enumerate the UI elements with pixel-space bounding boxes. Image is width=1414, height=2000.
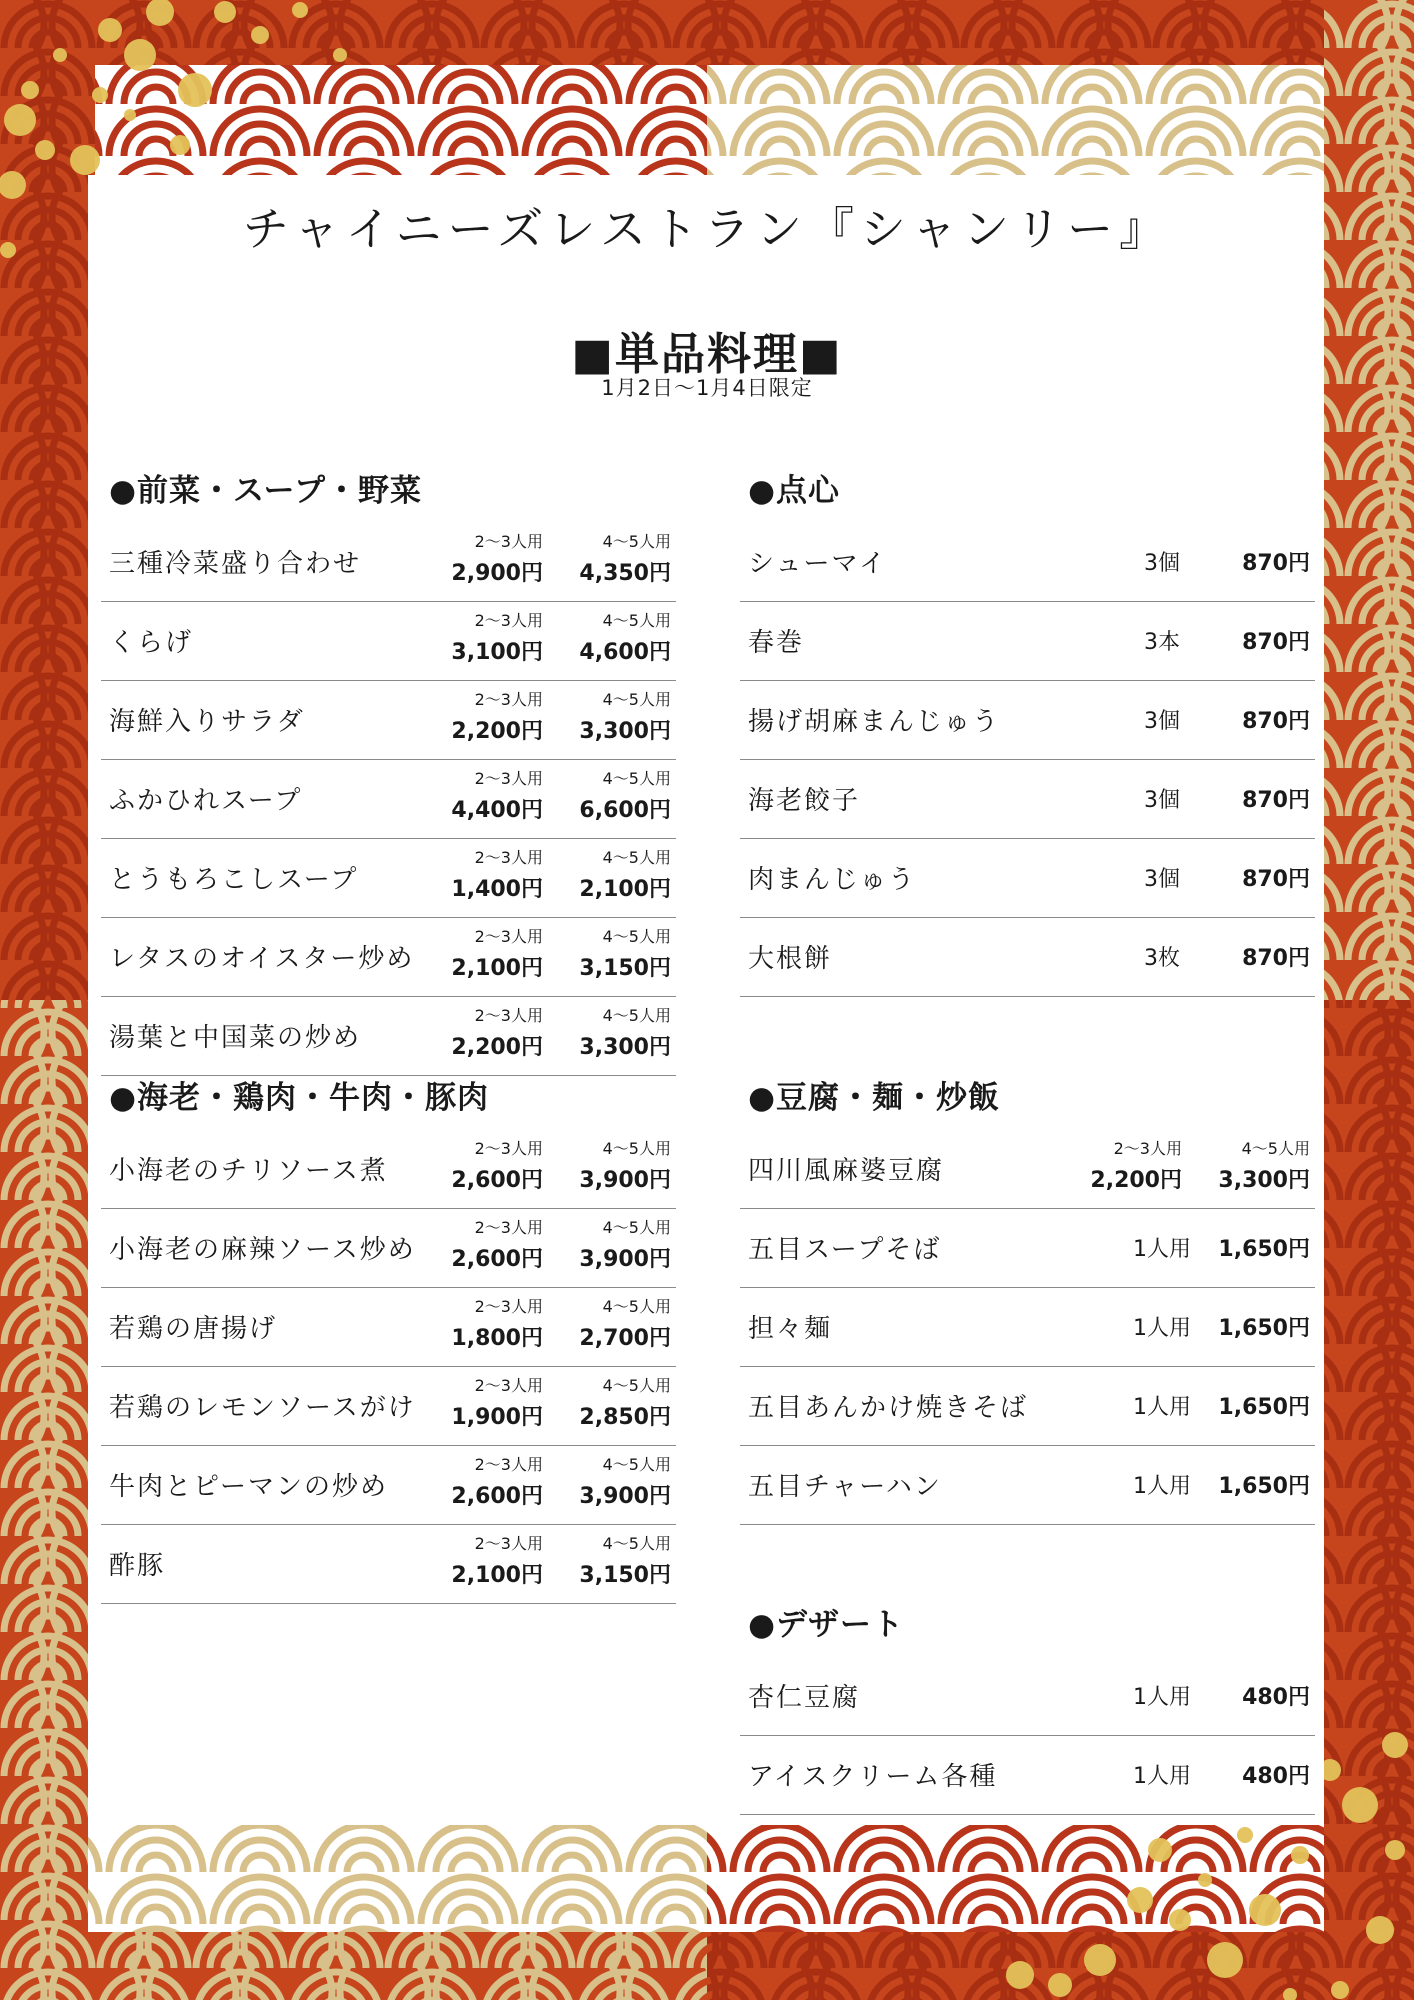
menu-item	[101, 1525, 676, 1604]
section-heading: ●デザート	[748, 1607, 905, 1643]
item-name: 湯葉と中国菜の炒め	[109, 1023, 362, 1053]
item-quantity: 1人用	[1133, 1474, 1191, 1499]
item-name: 三種冷菜盛り合わせ	[109, 549, 362, 579]
item-name: 小海老のチリソース煮	[109, 1156, 388, 1186]
item-price: 1,400円	[451, 877, 543, 902]
item-price: 3,300円	[579, 1035, 671, 1060]
item-quantity: 1人用	[1133, 1764, 1191, 1789]
item-price: 2,200円	[451, 719, 543, 744]
item-price: 2,100円	[451, 1563, 543, 1588]
menu-item	[101, 1288, 676, 1367]
item-price: 1,650円	[1218, 1474, 1310, 1499]
portion-label: 4〜5人用	[602, 769, 671, 788]
item-price: 870円	[1242, 946, 1310, 971]
menu-item	[740, 1209, 1315, 1288]
menu-item	[101, 1130, 676, 1209]
item-price: 1,900円	[451, 1405, 543, 1430]
item-name: 杏仁豆腐	[748, 1683, 861, 1713]
item-name: 大根餅	[748, 944, 833, 974]
portion-label: 2〜3人用	[474, 1139, 543, 1158]
item-price: 2,600円	[451, 1168, 543, 1193]
menu-subtitle: ■単品料理■	[571, 329, 843, 380]
item-price: 4,400円	[451, 798, 543, 823]
section-heading: ●豆腐・麺・炒飯	[748, 1080, 1001, 1116]
portion-label: 4〜5人用	[602, 927, 671, 946]
item-name: 四川風麻婆豆腐	[748, 1156, 945, 1186]
section-heading: ●前菜・スープ・野菜	[109, 473, 422, 509]
item-name: 春巻	[748, 628, 805, 658]
item-name: 海鮮入りサラダ	[109, 707, 305, 737]
item-quantity: 1人用	[1133, 1237, 1191, 1262]
menu-item	[740, 602, 1315, 681]
item-price: 2,100円	[579, 877, 671, 902]
item-name: 海老餃子	[748, 786, 861, 816]
menu-item	[101, 523, 676, 602]
portion-label: 4〜5人用	[602, 690, 671, 709]
item-quantity: 3枚	[1144, 946, 1180, 971]
item-price: 870円	[1242, 551, 1310, 576]
menu-item	[101, 839, 676, 918]
portion-label: 2〜3人用	[474, 848, 543, 867]
portion-label: 4〜5人用	[602, 1376, 671, 1395]
menu-item	[740, 918, 1315, 997]
item-name: 若鶏の唐揚げ	[109, 1314, 278, 1344]
item-name: 五目チャーハン	[748, 1472, 942, 1502]
section-appetizers	[101, 461, 676, 1076]
item-price: 2,200円	[451, 1035, 543, 1060]
item-price: 870円	[1242, 709, 1310, 734]
menu-item	[101, 918, 676, 997]
portion-label: 2〜3人用	[1113, 1139, 1182, 1158]
item-price: 2,600円	[451, 1247, 543, 1272]
menu-item	[740, 839, 1315, 918]
item-name: 五目スープそば	[748, 1235, 942, 1265]
item-price: 3,900円	[579, 1484, 671, 1509]
item-price: 3,900円	[579, 1247, 671, 1272]
item-name: とうもろこしスープ	[109, 865, 359, 895]
menu-item	[101, 997, 676, 1076]
portion-label: 2〜3人用	[474, 769, 543, 788]
item-price: 1,650円	[1218, 1237, 1310, 1262]
section-tofu-noodles	[740, 1068, 1315, 1525]
menu-item	[740, 1736, 1315, 1815]
item-quantity: 1人用	[1133, 1395, 1191, 1420]
item-price: 2,200円	[1090, 1168, 1182, 1193]
menu-item	[101, 1446, 676, 1525]
menu-item	[101, 681, 676, 760]
item-name: 酢豚	[109, 1551, 166, 1581]
item-price: 1,650円	[1218, 1395, 1310, 1420]
item-name: レタスのオイスター炒め	[109, 944, 415, 974]
item-name: アイスクリーム各種	[748, 1762, 998, 1792]
menu-item	[740, 1130, 1315, 1209]
portion-label: 4〜5人用	[602, 1006, 671, 1025]
item-quantity: 3個	[1144, 867, 1180, 892]
item-price: 3,900円	[579, 1168, 671, 1193]
item-price: 4,600円	[579, 640, 671, 665]
portion-label: 2〜3人用	[474, 1455, 543, 1474]
menu-item	[740, 1446, 1315, 1525]
portion-label: 4〜5人用	[602, 1139, 671, 1158]
section-heading: ●海老・鶏肉・牛肉・豚肉	[109, 1080, 490, 1116]
date-note: 1月2日〜1月4日限定	[601, 376, 813, 400]
item-price: 3,300円	[579, 719, 671, 744]
portion-label: 2〜3人用	[474, 1376, 543, 1395]
item-price: 6,600円	[579, 798, 671, 823]
portion-label: 4〜5人用	[602, 611, 671, 630]
item-price: 870円	[1242, 630, 1310, 655]
portion-label: 2〜3人用	[474, 532, 543, 551]
item-quantity: 3個	[1144, 709, 1180, 734]
menu-item	[740, 760, 1315, 839]
portion-label: 2〜3人用	[474, 1218, 543, 1237]
portion-label: 4〜5人用	[602, 1455, 671, 1474]
item-price: 3,150円	[579, 1563, 671, 1588]
item-quantity: 3個	[1144, 788, 1180, 813]
item-name: 牛肉とピーマンの炒め	[109, 1472, 388, 1502]
menu-item	[740, 681, 1315, 760]
item-name: シューマイ	[748, 549, 887, 579]
item-name: 肉まんじゅう	[748, 865, 917, 895]
item-name: 揚げ胡麻まんじゅう	[748, 707, 1001, 737]
section-dessert	[740, 1595, 1315, 1815]
item-name: 担々麺	[748, 1314, 833, 1344]
portion-label: 2〜3人用	[474, 611, 543, 630]
item-price: 2,900円	[451, 561, 543, 586]
portion-label: 4〜5人用	[602, 1534, 671, 1553]
item-price: 1,800円	[451, 1326, 543, 1351]
restaurant-title: チャイニーズレストラン『シャンリー』	[242, 202, 1172, 256]
item-price: 870円	[1242, 867, 1310, 892]
menu-item	[740, 1657, 1315, 1736]
portion-label: 4〜5人用	[602, 848, 671, 867]
item-name: 小海老の麻辣ソース炒め	[109, 1235, 416, 1265]
section-heading: ●点心	[748, 473, 841, 509]
item-price: 3,150円	[579, 956, 671, 981]
item-price: 1,650円	[1218, 1316, 1310, 1341]
item-price: 480円	[1242, 1685, 1310, 1710]
item-quantity: 3個	[1144, 551, 1180, 576]
portion-label: 4〜5人用	[602, 532, 671, 551]
item-price: 870円	[1242, 788, 1310, 813]
item-quantity: 3本	[1144, 630, 1180, 655]
item-name: 五目あんかけ焼きそば	[748, 1393, 1029, 1423]
portion-label: 2〜3人用	[474, 927, 543, 946]
item-name: ふかひれスープ	[109, 786, 303, 816]
portion-label: 2〜3人用	[474, 1297, 543, 1316]
item-name: 若鶏のレモンソースがけ	[109, 1393, 416, 1423]
portion-label: 4〜5人用	[602, 1218, 671, 1237]
portion-label: 2〜3人用	[474, 1534, 543, 1553]
item-price: 3,100円	[451, 640, 543, 665]
portion-label: 4〜5人用	[1241, 1139, 1310, 1158]
item-price: 2,600円	[451, 1484, 543, 1509]
item-price: 2,100円	[451, 956, 543, 981]
menu-item	[101, 1209, 676, 1288]
item-quantity: 1人用	[1133, 1316, 1191, 1341]
portion-label: 2〜3人用	[474, 690, 543, 709]
item-price: 2,700円	[579, 1326, 671, 1351]
portion-label: 4〜5人用	[602, 1297, 671, 1316]
portion-label: 2〜3人用	[474, 1006, 543, 1025]
menu-item	[101, 760, 676, 839]
section-meat	[101, 1068, 676, 1604]
menu-item	[740, 1367, 1315, 1446]
item-price: 2,850円	[579, 1405, 671, 1430]
menu-item	[740, 523, 1315, 602]
item-price: 4,350円	[579, 561, 671, 586]
item-quantity: 1人用	[1133, 1685, 1191, 1710]
menu-item	[101, 602, 676, 681]
menu-item	[101, 1367, 676, 1446]
item-price: 480円	[1242, 1764, 1310, 1789]
menu-item	[740, 1288, 1315, 1367]
item-name: くらげ	[109, 628, 194, 658]
item-price: 3,300円	[1218, 1168, 1310, 1193]
section-dimsum	[740, 461, 1315, 997]
